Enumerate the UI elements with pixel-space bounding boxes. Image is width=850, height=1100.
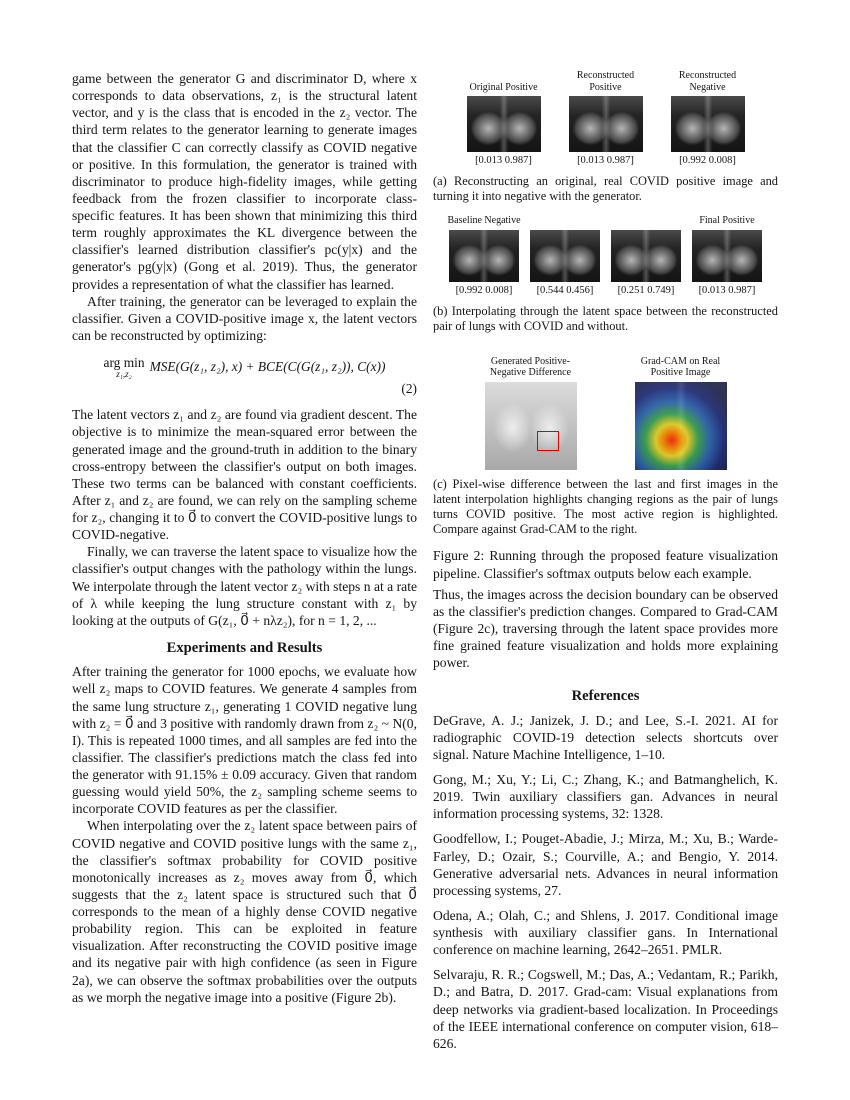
highlight-region-box [537,431,559,450]
softmax-output: [0.251 0.749] [617,284,675,296]
xray-image-reconstructed-positive [569,96,643,152]
figure-2a-cell [665,70,751,167]
softmax-output: [0.992 0.008] [455,284,513,296]
image-label: Original Positive [469,81,538,93]
figure-2b-row [433,215,778,297]
figure-2a-row [433,70,778,167]
image-label: Grad-CAM on Real Positive Image [640,355,721,379]
xray-image-reconstructed-negative [671,96,745,152]
body-paragraph: Finally, we can traverse the latent space to visualize how the classifier's output changes with the pathology within the lungs. We interpolate through the latent vector z₂ with steps n at a rate of λ while keeping the lung structure constant with z₁ by looking at the outputs of G(z₁, 0⃗ + nλz₂), for n = 1, 2, ... [72,544,417,628]
softmax-output: [0.013 0.987] [698,284,756,296]
figure-2c-cell [475,345,587,470]
body-paragraph: After training, the generator can be leveraged to explain the classifier. Given a COVID-positive image x, the latent vectors can be reconstructed by optimizing: [72,293,417,343]
image-label: Final Positive [699,215,755,227]
reference-entry: Selvaraju, R. R.; Cogswell, M.; Das, A.; Vedantam, R.; Parikh, D.; and Batra, D. 2017. Grad-cam: Visual explanations from deep networks via gradient-based localization. In Proceedings of the IEEE international conference on computer vision, 618–626. [433,967,778,1051]
pixel-difference-image [485,382,577,470]
body-paragraph: game between the generator G and discriminator D, where x corresponds to data observations, z₁ is the structural latent vector, and y is the class that is encoded in the z₂ vector. The third term relates to the generator learning to generate images that the classifier C can correctly classify as COVID negative or positive. In this formulation, the generator is trained with discriminator to produce high-fidelity images, while getting feedback from the frozen classifier to incorporate class-specific features. It has been shown that minimizing this third term roughly approximates the KL divergence between the classifier's learned distribution classifier's pc(y|x) and the generator's pg(y|x) (Gong et al. 2019). Thus, the generator provides a representation of what the classifier has learned. [72,71,417,292]
figure-2c-row [433,345,778,470]
reference-entry: DeGrave, A. J.; Janizek, J. D.; and Lee, S.-I. 2021. AI for radiographic COVID-19 detection selects shortcuts over signal. Nature Machine Intelligence, 1–10. [433,712,778,762]
softmax-output: [0.013 0.987] [475,155,532,166]
figure-2a-cell [563,70,649,167]
figure-2 [433,70,778,582]
equation-2 [72,356,417,398]
xray-image-interpolation-step [449,230,519,282]
image-label: Reconstructed Negative [678,70,737,93]
equation-operator: arg min z₁,z₂ [103,355,145,380]
softmax-output: [0.992 0.008] [679,155,736,166]
grad-cam-heatmap-image [635,382,727,470]
figure-2b-cell [528,215,602,297]
xray-image-interpolation-step [530,230,600,282]
figure-2b-cell [447,215,521,297]
equation-number: (2) [401,381,417,397]
reference-entry: Goodfellow, I.; Pouget-Abadie, J.; Mirza, M.; Xu, B.; Warde-Farley, D.; Ozair, S.; Courville, A.; and Bengio, Y. 2014. Generative adversarial nets. Advances in neural information processing systems, 27. [433,831,778,898]
reference-entry: Odena, A.; Olah, C.; and Shlens, J. 2017. Conditional image synthesis with auxiliary classifier gans. In International conference on machine learning, 2642–2651. PMLR. [433,907,778,958]
left-column [72,70,417,1060]
figure-2b-cell [609,215,683,297]
two-column-layout [72,70,778,1060]
softmax-output: [0.544 0.456] [536,284,594,296]
image-label: Generated Positive-Negative Difference [489,355,572,379]
body-paragraph: The latent vectors z₁ and z₂ are found via gradient descent. The objective is to minimize the mean-squared error between the generated image and the ground-truth in addition to the binary cross-entropy between the classifier's output on both images. These two terms can be balanced with constant coefficients. After z₁ and z₂ are found, we can rely on the sampling scheme for z₂, changing it to 0⃗ to convert the COVID-positive lungs to COVID-negative. [72,407,417,543]
figure-2a-cell [461,70,547,167]
image-label: Baseline Negative [447,215,521,227]
xray-image-interpolation-step [611,230,681,282]
section-heading-references: References [571,688,640,705]
figure-2b-caption: (b) Interpolating through the latent space between the reconstructed pair of lungs with COVID and without. [433,304,778,334]
figure-2b-cell [690,215,764,297]
body-paragraph: After training the generator for 1000 epochs, we evaluate how well z₂ maps to COVID features. We generate 4 samples from the same lung structure z₁, generating 1 COVID negative lung with z₂ = 0⃗ and 3 positive with randomly drawn from z₂ ~ N(0, I). This is repeated 1000 times, and all samples are fed into the classifier. The classifier's predictions match the class fed into the generator with 91.15% ± 0.09 accuracy. Given that random guessing would yield 50%, the z₂ sampling scheme seems to incorporate COVID features as per the classifier. [72,664,417,817]
reference-entry: Gong, M.; Xu, Y.; Li, C.; Zhang, K.; and Batmanghelich, K. 2019. Twin auxiliary classifiers gan. Advances in neural information processing systems, 32: 1328. [433,772,778,822]
equation-body [72,356,417,379]
figure-2c-cell [625,345,737,470]
xray-image-original-positive [467,96,541,152]
image-label: Reconstructed Positive [576,70,635,93]
section-heading-experiments: Experiments and Results [166,639,323,656]
body-paragraph: When interpolating over the z₂ latent space between pairs of COVID negative and COVID positive lungs with the same z₁, the classifier's softmax probability for COVID positive monotonically increases as z₂ moves away from 0⃗, which suggests that the z₂ latent space is structured such that 0⃗ corresponds to the mean of a highly dense COVID negative probability region. This can be exploited in feature visualization. After reconstructing the COVID positive image and its negative pair with high confidence (as seen in Figure 2a), we can observe the softmax probabilities over the outputs as we morph the negative image into a positive (Figure 2b). [72,818,417,1005]
figure-2-main-caption: Figure 2: Running through the proposed feature visualization pipeline. Classifier's softmax outputs below each example. [433,548,778,581]
equation-expression: MSE(G(z₁, z₂), x) + BCE(C(G(z₁, z₂)), C(x)) [149,358,386,374]
body-paragraph: Thus, the images across the decision boundary can be observed as the classifier's prediction changes. Compared to Grad-CAM (Figure 2c), traversing through the latent space provides more fine grained feature visualization and holds more explaining power. [433,586,778,671]
figure-2c-caption: (c) Pixel-wise difference between the last and first images in the latent interpolation highlights changing regions as the pair of lungs turns COVID positive. The most active region is highlighted. Compare against Grad-CAM to the right. [433,476,778,536]
figure-2a-caption: (a) Reconstructing an original, real COVID positive image and turning it into negative with the generator. [433,174,778,204]
right-column [433,70,778,1060]
xray-image-interpolation-step [692,230,762,282]
softmax-output: [0.013 0.987] [577,155,634,166]
